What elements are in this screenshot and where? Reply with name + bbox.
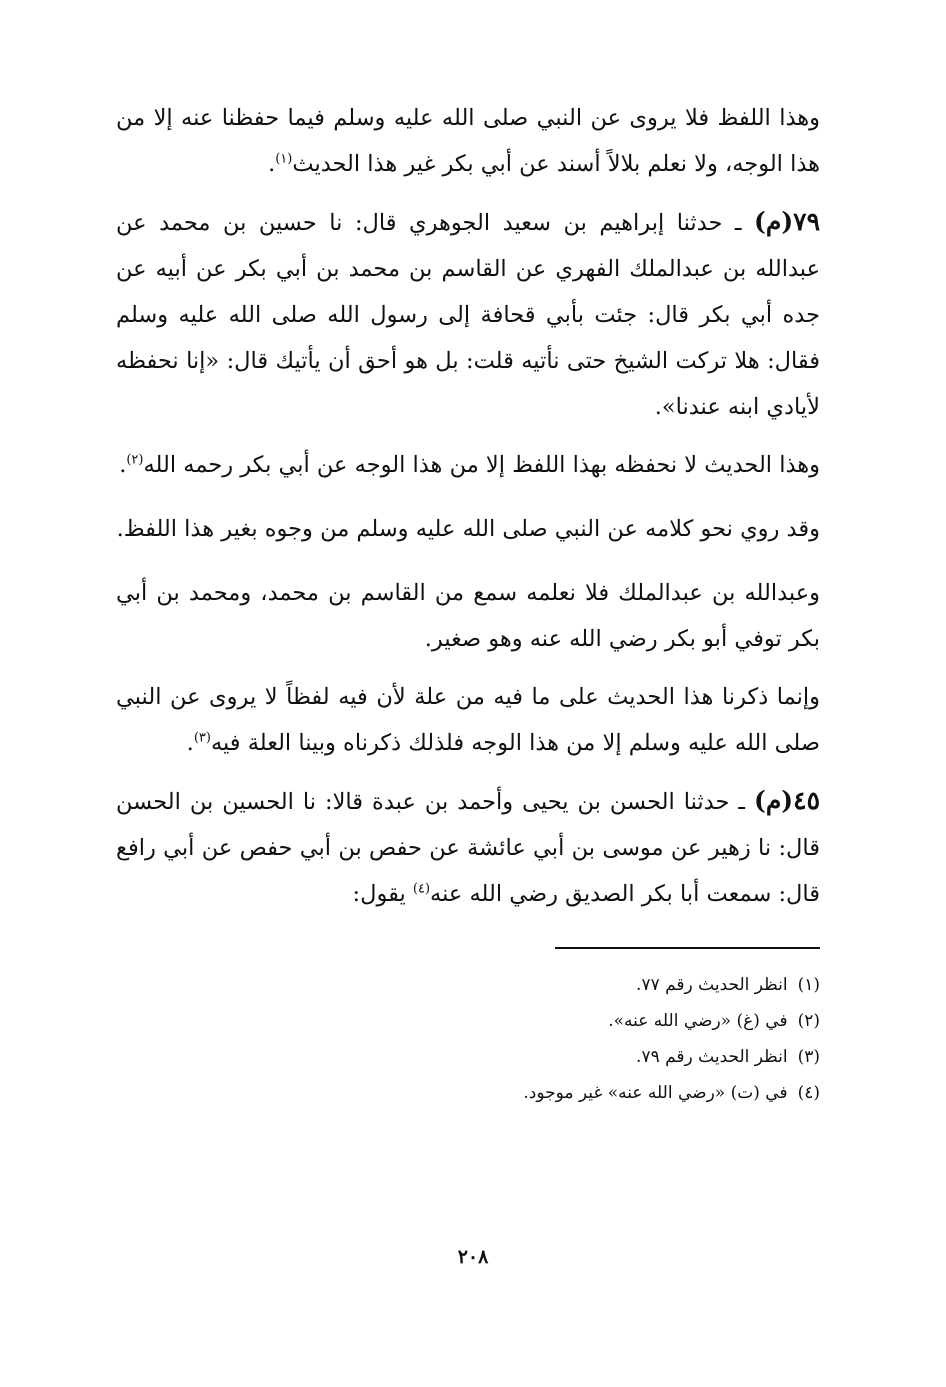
footnote-ref-1[interactable]: (١) bbox=[275, 151, 293, 167]
paragraph-text: ـ حدثنا الحسن بن يحيى وأحمد بن عبدة قالا: نا الحسين بن الحسن قال: نا زهير عن موسى بن أبي عائشة عن حفص بن أبي حفص عن أبي رافع قال: سمعت أبا بكر الصديق رضي الله عنه bbox=[116, 789, 820, 907]
footnotes bbox=[116, 967, 820, 1111]
paragraph-text: ـ حدثنا إبراهيم بن سعيد الجوهري قال: نا حسين بن محمد عن عبدالله بن عبدالملك الفهري عن القاسم بن محمد بن أبي بكر عن أبيه عن جده أبي بكر قال: جئت بأبي قحافة إلى رسول الله صلى الله عليه وسلم فقال: هلا تركت الشيخ حتى نأتيه قلت: بل هو أحق أن يأتيك قال: «إنا نحفظه لأيادي ابنه عندنا». bbox=[116, 210, 820, 420]
footnote-mark: (٣) bbox=[797, 1047, 820, 1067]
paragraph-text: وإنما ذكرنا هذا الحديث على ما فيه من علة لأن فيه لفظاً لا يروى عن النبي صلى الله عليه وسلم إلا من هذا الوجه فلذلك ذكرناه وبينا العلة فيه bbox=[116, 684, 820, 756]
paragraph-5 bbox=[116, 570, 820, 662]
paragraph-text: وعبدالله بن عبدالملك فلا نعلمه سمع من القاسم بن محمد، ومحمد بن أبي بكر توفي أبو بكر رضي الله عنه وهو صغير. bbox=[116, 580, 820, 652]
paragraph-4 bbox=[116, 506, 820, 552]
page-number: ٢٠٨ bbox=[457, 1246, 489, 1268]
paragraph-end: . bbox=[119, 452, 127, 478]
paragraph-6 bbox=[116, 674, 820, 766]
paragraph-end: يقول: bbox=[352, 881, 413, 907]
footnote-1 bbox=[116, 967, 820, 1003]
paragraph-end: . bbox=[268, 151, 276, 177]
footnote-separator bbox=[555, 947, 820, 949]
paragraph-text: وقد روي نحو كلامه عن النبي صلى الله عليه وسلم من وجوه بغير هذا اللفظ. bbox=[116, 516, 820, 542]
paragraph-3 bbox=[116, 442, 820, 488]
footnote-mark: (١) bbox=[797, 975, 820, 995]
footnote-2 bbox=[116, 1003, 820, 1039]
paragraph-hadith-79 bbox=[116, 199, 820, 430]
hadith-number: ٧٩(م) bbox=[754, 207, 821, 236]
footnote-ref-4[interactable]: (٤) bbox=[412, 881, 431, 897]
paragraph-1 bbox=[116, 95, 820, 187]
footnote-mark: (٢) bbox=[797, 1011, 820, 1031]
paragraph-end: . bbox=[186, 730, 194, 756]
footnote-text: انظر الحديث رقم ٧٧. bbox=[636, 975, 788, 995]
footnote-text: في (غ) «رضي الله عنه». bbox=[608, 1011, 788, 1031]
footnote-mark: (٤) bbox=[797, 1083, 820, 1103]
hadith-number: ٤٥(م) bbox=[754, 786, 820, 815]
footnote-4 bbox=[116, 1075, 820, 1111]
paragraph-text: وهذا الحديث لا نحفظه بهذا اللفظ إلا من هذا الوجه عن أبي بكر رحمه الله bbox=[143, 452, 820, 478]
footnote-ref-2[interactable]: (٢) bbox=[126, 452, 144, 468]
footnote-text: انظر الحديث رقم ٧٩. bbox=[636, 1047, 788, 1067]
main-text bbox=[116, 95, 820, 917]
footnote-ref-3[interactable]: (٣) bbox=[193, 730, 211, 746]
paragraph-text: وهذا اللفظ فلا يروى عن النبي صلى الله عليه وسلم فيما حفظنا عنه إلا من هذا الوجه، ولا نعلم بلالاً أسند عن أبي بكر غير هذا الحديث bbox=[116, 105, 820, 177]
footnote-text: في (ت) «رضي الله عنه» غير موجود. bbox=[523, 1083, 788, 1103]
paragraph-hadith-45 bbox=[116, 778, 820, 917]
footnote-3 bbox=[116, 1039, 820, 1075]
